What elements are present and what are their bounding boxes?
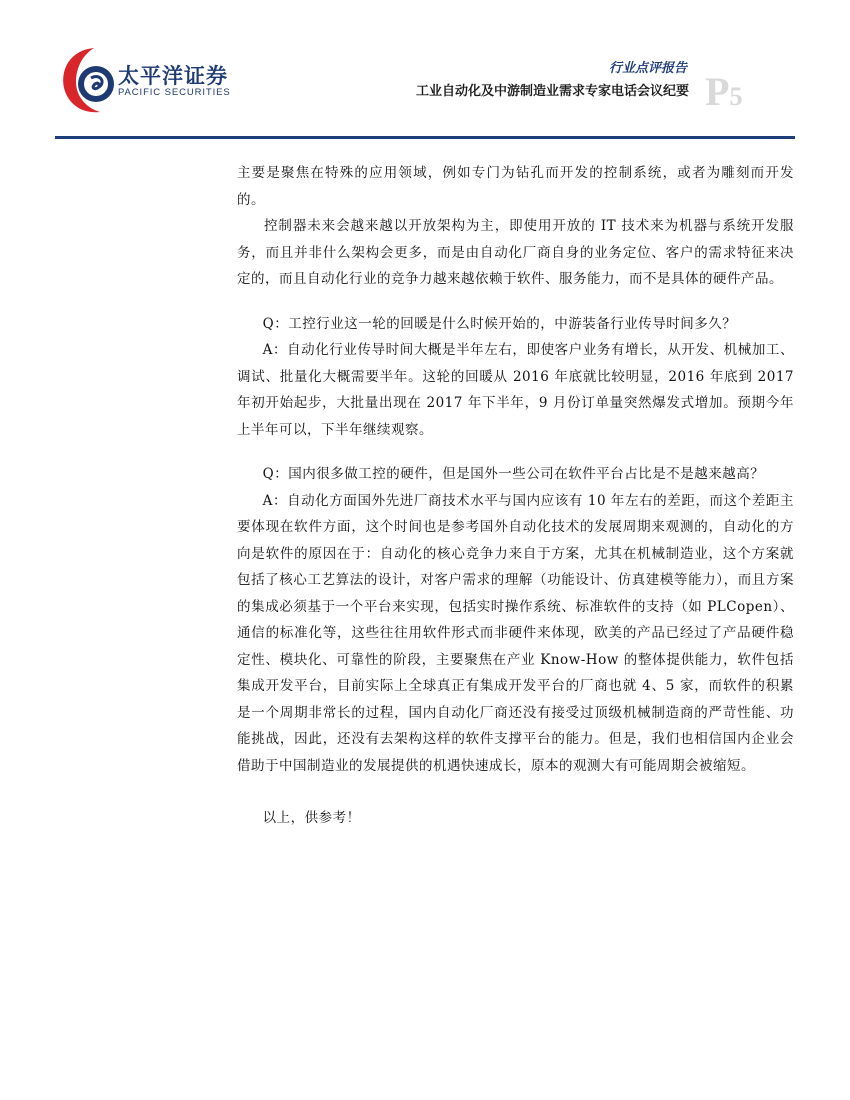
header-divider (55, 136, 795, 139)
logo-chinese-name: 太平洋证券 (118, 64, 228, 88)
answer-2: A：自动化方面国外先进厂商技术水平与国内应该有 10 年左右的差距，而这个差距主要体现在软件方面，这个时间也是参考国外自动化技术的发展周期来观测的，自动化的方向是软件的原因在于：自动化的核心竞争力来自于方案，尤其在机械制造业，这个方案就包括了核心工艺算法的设计，对客户需求的理解（功能设计、仿真建模等能力），而且方案的集成必须基于一个平台来实现，包括实时操作系统、标准软件的支持（如 PLCopen）、通信的标准化等，这些往往用软件形式而非硬件来体现，欧美的产品已经过了产品硬件稳定性、模块化、可靠性的阶段，主要聚焦在产业 Know-How 的整体提供能力，软件包括集成开发平台，目前实际上全球真正有集成开发平台的厂商也就 4、5 家，而软件的积累是一个周期非常长的过程，国内自动化厂商还没有接受过顶级机械制造商的严苛性能、功能挑战，因此，还没有去架构这样的软件支撑平台的能力。但是，我们也相信国内企业会借助于中国制造业的发展提供的机遇快速成长，原本的观测大有可能周期会被缩短。 (237, 492, 794, 774)
question-2: Q：国内很多做工控的硬件，但是国外一些公司在软件平台占比是不是越来越高？ (262, 466, 765, 482)
logo-english-name: PACIFIC SECURITIES (118, 87, 231, 98)
closing-remark: 以上，供参考！ (262, 810, 361, 826)
page-letter: P (705, 69, 730, 114)
logo-emblem-icon (56, 40, 120, 120)
answer-1: A：自动化行业传导时间大概是半年左右，即使客户业务有增长，从开发、机械加工、调试、批量化大概需要半年。这轮的回暖从 2016 年底就比较明显，2016 年底到 2017 年初开始起步，大批量出现在 2017 年下半年，9 月份订单量突然爆发式增加。预期今年上半年可以，下半年继续观察。 (237, 342, 794, 438)
page-number (705, 69, 743, 114)
page-digit: 5 (729, 82, 743, 111)
paragraph-continuation: 主要是聚焦在特殊的应用领域，例如专门为钻孔而开发的控制系统，或者为雕刻而开发的。 (237, 165, 794, 208)
paragraph-controllers: 控制器未来会越来越以开放架构为主，即使用开放的 IT 技术来为机器与系统开发服务，而且并非什么架构会更多，而是由自动化厂商自身的业务定位、客户的需求特征来决定的，而且自动化行业的竞争力越来越依赖于软件、服务能力，而不是具体的硬件产品。 (237, 218, 794, 287)
question-1: Q：工控行业这一轮的回暖是什么时候开始的，中游装备行业传导时间多久？ (262, 315, 737, 332)
report-body (237, 160, 794, 832)
report-type: 行业点评报告 (608, 61, 687, 76)
report-title: 工业自动化及中游制造业需求专家电话会议纪要 (415, 84, 689, 99)
